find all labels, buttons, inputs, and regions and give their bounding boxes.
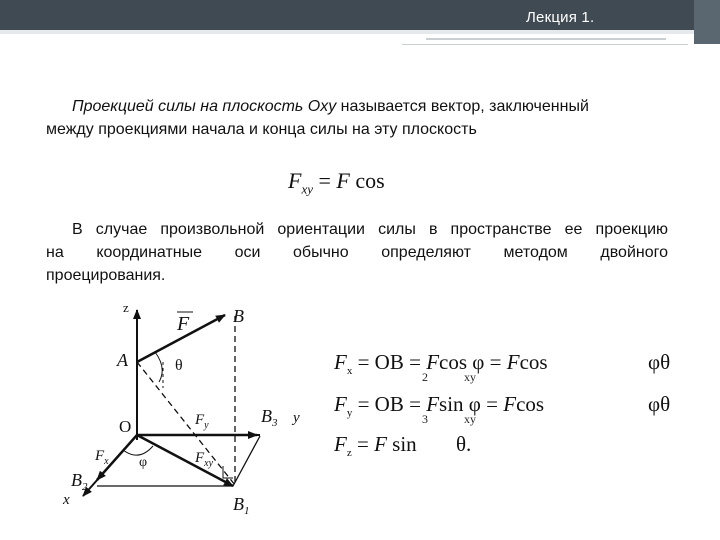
projection-formula	[288, 168, 385, 197]
method-line-3: проецирования.	[46, 267, 166, 284]
formula-lhs-sub: xy	[301, 181, 313, 197]
formula-equals: =	[313, 168, 337, 193]
label-Fx: $F_x$	[95, 448, 109, 467]
header-rule-1	[426, 38, 666, 40]
definition-text-2: между проекциями начала и конца силы на эту плоскость	[46, 121, 477, 138]
definition-text-1: называется вектор, заключенный	[336, 98, 589, 115]
label-B1: $B_1$	[233, 494, 250, 517]
label-A: A	[117, 350, 128, 370]
method-line-1: В случае произвольной ориентации силы в пространстве ее проекцию	[72, 221, 668, 238]
definition-term: Проекцией силы на плоскость Oxy	[72, 98, 337, 115]
label-B3: $B_3$	[261, 406, 278, 429]
equation-fy-tail: φθ	[648, 392, 671, 416]
header-rule-2	[402, 44, 688, 45]
label-theta: θ	[175, 357, 183, 374]
equation-fy: $F_y$ = OB 3 = F xy sin φ = Fcos	[334, 392, 545, 426]
equation-fx-tail: φθ	[648, 350, 671, 374]
slide-header-bar	[0, 0, 720, 30]
fxy-vector	[137, 435, 233, 486]
label-B: B	[233, 306, 244, 326]
label-B2: $B_2$	[71, 470, 88, 493]
force-projection-diagram	[55, 290, 300, 530]
theta-arc	[155, 352, 162, 382]
lecture-title: Лекция 1.	[526, 9, 595, 26]
equation-fx: $F_x$ = OB 2 = F xy cos φ = Fcos	[334, 350, 548, 384]
label-F: F	[177, 313, 190, 335]
a-b1-dashed	[137, 362, 235, 485]
label-Fy: $F_y$	[195, 412, 209, 431]
equation-fz: $F_z = F$ sin	[334, 432, 417, 460]
definition-paragraph	[46, 95, 666, 141]
projection-equations	[326, 340, 716, 470]
label-O: O	[119, 417, 132, 436]
formula-rhs: F	[336, 168, 350, 193]
method-paragraph	[46, 218, 668, 287]
method-line-2: на координатные оси обычно определяют методом двойного	[46, 244, 668, 261]
equation-fz-tail: θ.	[456, 432, 472, 456]
formula-cos: cos	[349, 168, 385, 193]
label-y: y	[293, 410, 300, 426]
header-accent-stripe	[0, 30, 720, 34]
label-z: z	[123, 300, 129, 315]
formula-lhs: F	[288, 168, 302, 193]
label-x: x	[63, 492, 70, 508]
label-Fxy: $F_{xy}$	[195, 450, 214, 469]
header-tab	[694, 0, 720, 44]
label-phi: φ	[139, 455, 148, 470]
b3-b1-line	[233, 436, 260, 486]
